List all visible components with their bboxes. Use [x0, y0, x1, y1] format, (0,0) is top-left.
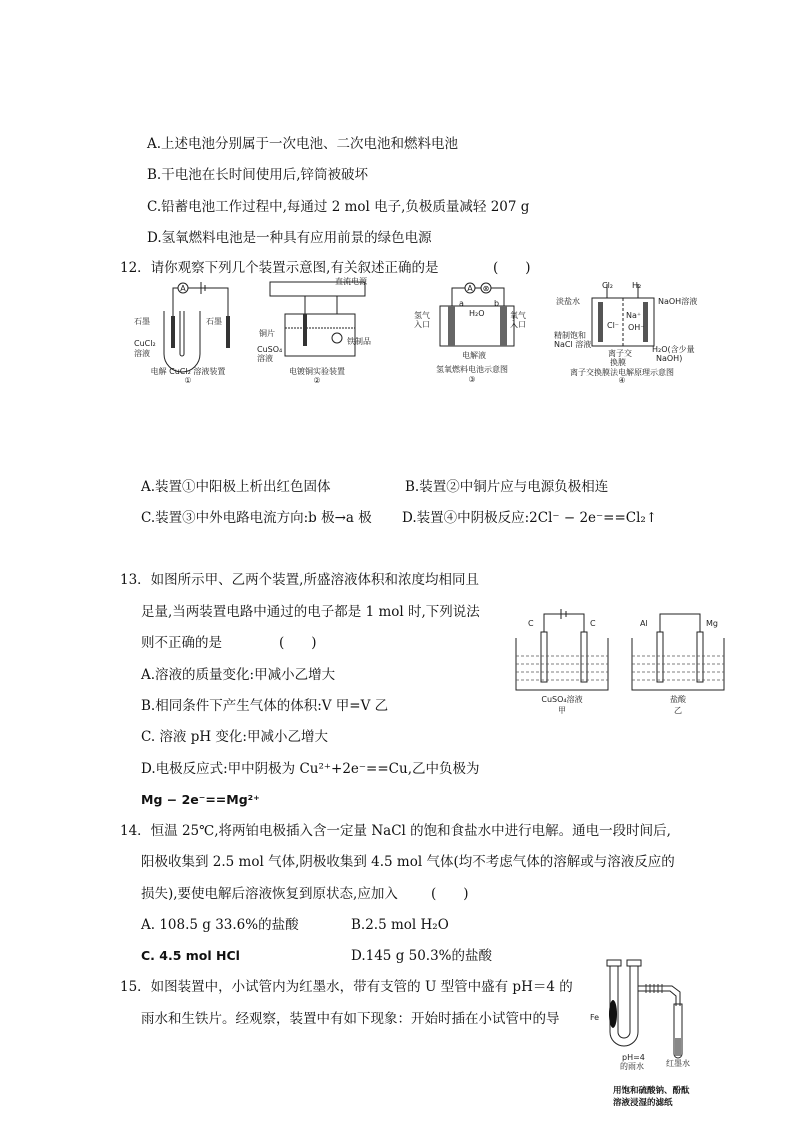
- fig1-right-electrode-label: 石墨: [206, 317, 222, 326]
- jia-solution-label: CuSO₄溶液: [541, 695, 583, 704]
- q15-stem-line-1: 15．如图装置中，小试管内为红墨水，带有支管的 U 型管中盛有 pH＝4 的: [120, 979, 573, 995]
- q13-option-b: B.相同条件下产生气体的体积:V 甲=V 乙: [141, 698, 389, 714]
- lamp-icon: ⊗: [482, 284, 490, 293]
- q14-option-b: B.2.5 mol H₂O: [351, 917, 449, 933]
- q15-rain-label: pH=4: [622, 1053, 645, 1062]
- ammeter-icon: A: [180, 284, 186, 293]
- q13-answer-paren: ( ): [279, 635, 317, 651]
- q13-stem-line-1: 13．如图所示甲、乙两个装置,所盛溶液体积和浓度均相同且: [120, 572, 479, 588]
- fig2-copper-label: 铜片: [259, 329, 275, 338]
- fig4-membrane-label: 离子交: [608, 349, 632, 358]
- q13-figure-yi: [626, 606, 730, 718]
- q15-rain-label-2: 的雨水: [620, 1062, 644, 1071]
- fig4-cl2-label: Cl₂: [602, 281, 614, 290]
- jia-name: 甲: [558, 706, 566, 715]
- fig4-oh-ion: OH⁻: [628, 323, 645, 332]
- q15-fe-label: Fe: [590, 1013, 600, 1022]
- fig4-naoh-label: NaOH溶液: [658, 297, 698, 306]
- q11-option-c: C.铅蓄电池工作过程中,每通过 2 mol 电子,负极质量减轻 207 g: [147, 199, 530, 215]
- q14-option-c: C. 4.5 mol HCl: [141, 948, 240, 963]
- q12-figure-3-fuel-cell: [412, 276, 532, 384]
- q15-filter-paper-note-1: 用饱和硫酸钠、酚酞: [613, 1086, 690, 1096]
- q13-stem-line-2: 足量,当两装置电路中通过的电子都是 1 mol 时,下列说法: [141, 604, 480, 620]
- q12-figure-2-copper-plating: [255, 276, 380, 384]
- fig4-h2-label: H₂: [632, 281, 642, 290]
- fig4-caption: 离子交换膜法电解原理示意图: [570, 368, 674, 377]
- fig3-o2-inlet-2: 入口: [510, 320, 526, 329]
- fig2-caption: 电镀铜实验装置: [289, 367, 345, 376]
- q12-stem: 12．请你观察下列几个装置示意图,有关叙述正确的是: [120, 260, 439, 276]
- q14-option-d: D.145 g 50.3%的盐酸: [351, 948, 493, 964]
- yi-solution-label: 盐酸: [670, 695, 686, 704]
- q11-option-a: A.上述电池分别属于一次电池、二次电池和燃料电池: [147, 136, 459, 152]
- q13-stem-line-3: 则不正确的是: [141, 635, 222, 651]
- q14-answer-paren: ( ): [431, 886, 469, 902]
- fig3-h2-inlet-2: 入口: [414, 320, 430, 329]
- fig4-water-label: H₂O(含少量: [652, 345, 695, 354]
- fig3-o2-inlet: 氧气: [510, 311, 526, 320]
- fig3-caption: 氢氧燃料电池示意图: [436, 365, 508, 374]
- fig4-cl-ion: Cl⁻: [607, 321, 620, 330]
- q12-option-c: C.装置③中外电路电流方向:b 极→a 极: [141, 510, 372, 526]
- q12-option-d: D.装置④中阴极反应:2Cl⁻ − 2e⁻==Cl₂↑: [402, 510, 658, 526]
- fig3-electrolyte-label: 电解液: [462, 351, 486, 360]
- q12-figure-4-ion-exchange-membrane: [552, 280, 704, 384]
- q14-option-a: A. 108.5 g 33.6%的盐酸: [141, 917, 299, 933]
- fig3-electrode-a: a: [459, 299, 464, 308]
- fig2-solution-label: CuSO₄: [257, 345, 283, 354]
- q12-figure-1-electrolysis-cucl2: [128, 276, 240, 384]
- iron-piece-icon: [609, 1000, 617, 1028]
- q14-stem-line-2: 阳极收集到 2.5 mol 气体,阴极收集到 4.5 mol 气体(均不考虑气体的溶解或与溶液反应的: [141, 854, 675, 870]
- yi-left-electrode: Al: [640, 619, 648, 628]
- fig4-feed-label: 精制饱和: [554, 331, 586, 340]
- fig3-water-label: H₂O: [469, 309, 485, 318]
- fig3-h2-inlet: 氢气: [414, 311, 430, 320]
- q13-option-d-line-1: D.电极反应式:甲中阴极为 Cu²⁺+2e⁻==Cu,乙中负极为: [141, 761, 480, 777]
- q12-option-b: B.装置②中铜片应与电源负极相连: [405, 479, 609, 495]
- fig3-number: ③: [468, 375, 476, 384]
- yi-name: 乙: [674, 706, 682, 715]
- q13-option-a: A.溶液的质量变化:甲减小乙增大: [141, 667, 336, 683]
- fig4-number: ④: [618, 376, 626, 384]
- fig1-number: ①: [184, 376, 192, 384]
- q13-option-c: C. 溶液 pH 变化:甲减小乙增大: [141, 729, 328, 745]
- jia-right-electrode: C: [590, 619, 596, 628]
- fig1-solution-label-2: 溶液: [134, 349, 150, 358]
- yi-right-electrode: Mg: [706, 619, 718, 628]
- jia-left-electrode: C: [528, 619, 534, 628]
- fig2-power-label: 直流电源: [335, 277, 367, 286]
- fig1-solution-label: CuCl₂: [134, 339, 156, 348]
- fig2-number: ②: [313, 376, 321, 384]
- fig4-membrane-label-2: 换膜: [610, 358, 626, 367]
- q13-figure-jia: [510, 606, 614, 718]
- q12-answer-paren: ( ): [493, 260, 531, 276]
- q11-option-d: D.氢氧燃料电池是一种具有应用前景的绿色电源: [147, 230, 432, 246]
- q15-figure-u-tube: [586, 958, 726, 1078]
- q14-stem-line-3: 损失),要使电解后溶液恢复到原状态,应加入: [141, 886, 398, 902]
- ammeter-icon: A: [467, 284, 473, 293]
- fig4-brine-label: 淡盐水: [556, 297, 580, 306]
- fig1-left-electrode-label: 石墨: [134, 317, 150, 326]
- q13-option-d-line-2: Mg − 2e⁻==Mg²⁺: [141, 792, 260, 807]
- q11-option-b: B.干电池在长时间使用后,锌筒被破坏: [147, 167, 369, 183]
- fig2-iron-label: 铁制品: [347, 337, 371, 346]
- fig2-solution-label-2: 溶液: [257, 354, 273, 363]
- fig4-water-label-2: NaOH): [656, 354, 683, 363]
- fig4-feed-label-2: NaCl 溶液: [554, 340, 592, 349]
- q15-stem-line-2: 雨水和生铁片。经观察，装置中有如下现象：开始时插在小试管中的导: [141, 1011, 560, 1027]
- fig3-electrode-b: b: [494, 299, 500, 308]
- q12-option-a: A.装置①中阳极上析出红色固体: [141, 479, 331, 495]
- q15-ink-label: 红墨水: [666, 1059, 690, 1068]
- q15-filter-paper-note-2: 溶液浸湿的滤纸: [613, 1098, 673, 1108]
- q14-stem-line-1: 14．恒温 25℃,将两铂电极插入含一定量 NaCl 的饱和食盐水中进行电解。通电一段时间后,: [120, 823, 671, 839]
- fig4-na-ion: Na⁺: [626, 311, 642, 320]
- fig1-caption: 电解 CuCl₂ 溶液装置: [150, 367, 226, 376]
